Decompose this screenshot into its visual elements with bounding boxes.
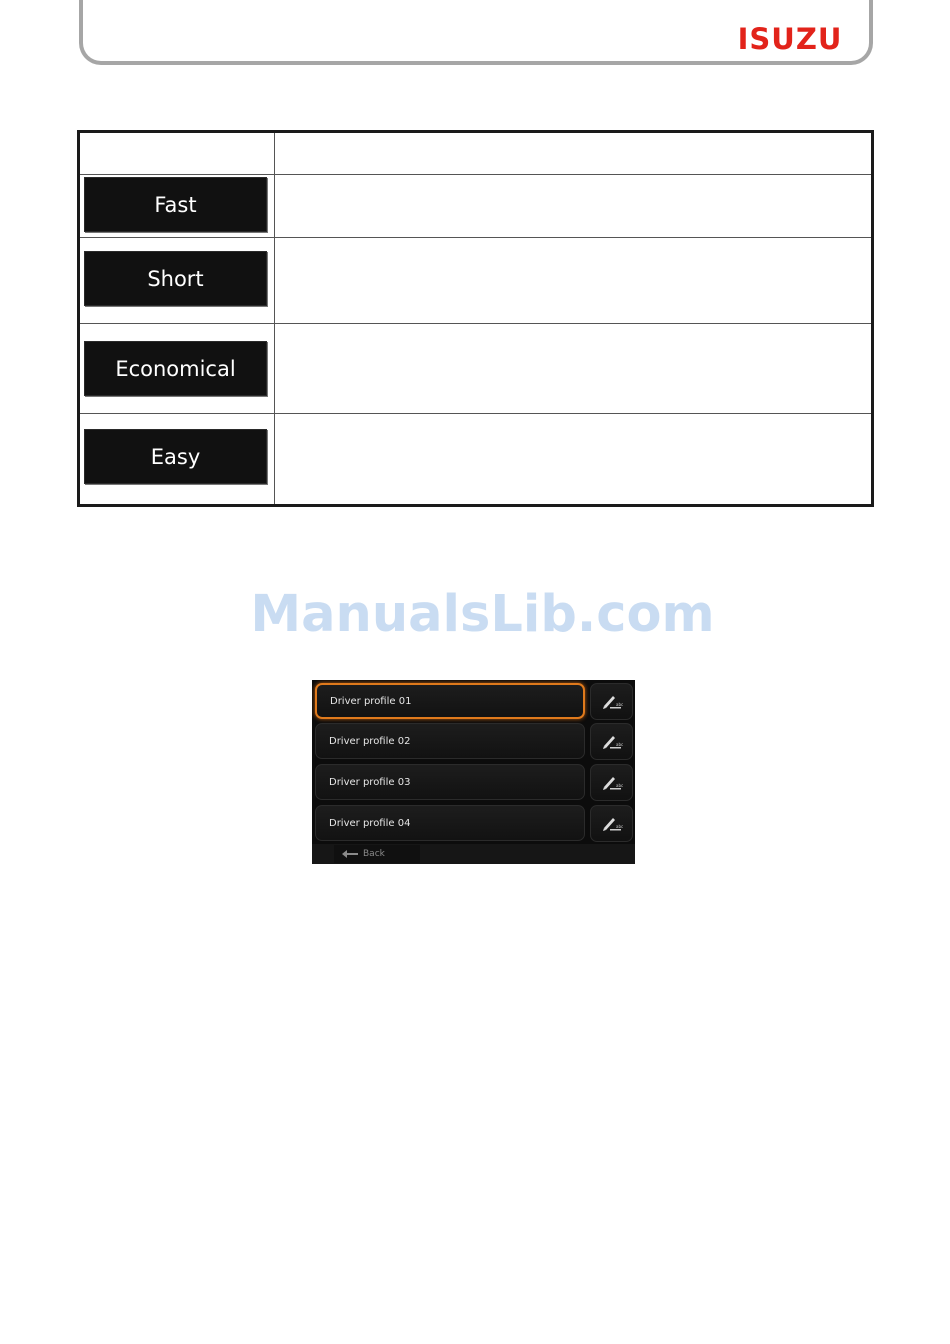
table-row-divider — [80, 413, 871, 414]
short-route-button[interactable]: Short — [84, 251, 267, 306]
edit-pencil-icon — [601, 774, 623, 792]
watermark: ManualsLib.com — [250, 585, 715, 644]
svg-text:abc: abc — [615, 782, 623, 788]
isuzu-logo — [725, 26, 855, 52]
edit-profile-03-button[interactable] — [590, 764, 633, 801]
svg-text:abc: abc — [615, 701, 623, 707]
table-row-divider — [80, 323, 871, 324]
driver-profile-label: Driver profile 03 — [329, 776, 411, 788]
edit-pencil-icon — [601, 693, 623, 711]
edit-profile-04-button[interactable] — [590, 805, 633, 842]
driver-profile-item-03[interactable] — [315, 764, 585, 800]
table-row-divider — [80, 174, 871, 175]
driver-profile-item-04[interactable] — [315, 805, 585, 841]
easy-route-button[interactable]: Easy — [84, 429, 267, 484]
driver-profile-item-01[interactable] — [315, 683, 585, 719]
svg-text:abc: abc — [615, 823, 623, 829]
driver-profile-item-02[interactable] — [315, 723, 585, 759]
edit-profile-02-button[interactable] — [590, 723, 633, 760]
driver-profile-label: Driver profile 02 — [329, 735, 411, 747]
economical-route-button[interactable]: Economical — [84, 341, 267, 396]
table-row-divider — [80, 237, 871, 238]
svg-text:ISUZU: ISUZU — [737, 26, 843, 52]
svg-text:abc: abc — [615, 741, 623, 747]
table-column-divider — [274, 133, 275, 504]
edit-pencil-icon — [601, 733, 623, 751]
edit-pencil-icon — [601, 815, 623, 833]
driver-profile-label: Driver profile 04 — [329, 817, 411, 829]
back-arrow-icon — [342, 850, 358, 858]
table-header-right — [275, 133, 871, 175]
fast-route-button[interactable]: Fast — [84, 177, 267, 232]
table-header-left — [80, 133, 274, 175]
driver-profile-screen — [312, 680, 635, 864]
edit-profile-01-button[interactable] — [590, 683, 633, 720]
back-label: Back — [363, 849, 385, 859]
back-button[interactable] — [334, 845, 420, 863]
driver-profile-label: Driver profile 01 — [330, 695, 412, 707]
route-type-table — [77, 130, 874, 507]
